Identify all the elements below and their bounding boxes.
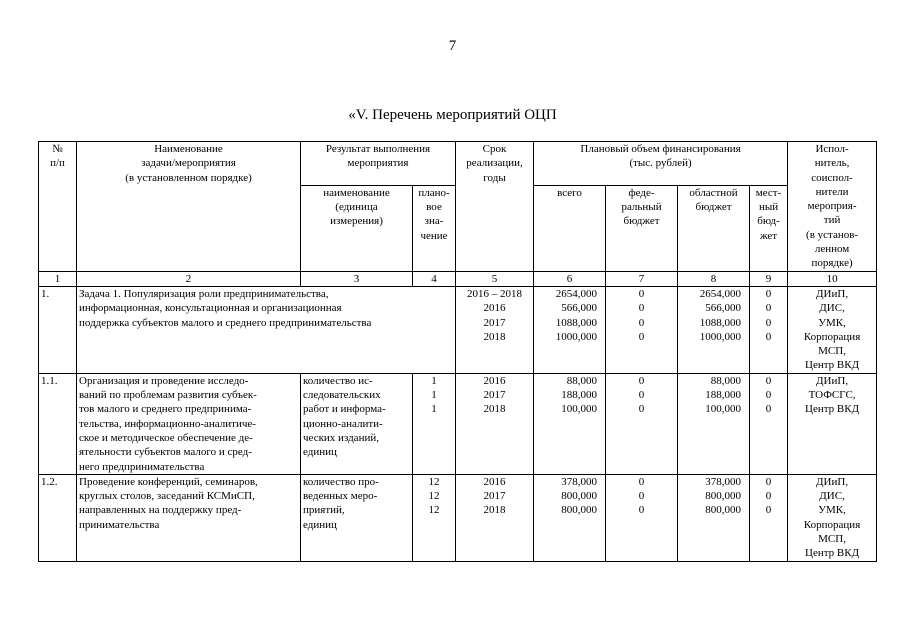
text-line: 2016 – 2018 [467,287,523,300]
text-line: 0 [765,504,772,517]
text-line: 0 [765,490,772,503]
text-line: Плановый объем финансирования [580,143,741,155]
text-line: вое [426,201,442,213]
text-line: ДИиП, [816,475,849,488]
column-number: 3 [301,271,413,286]
text-line: ДИС, [819,490,845,503]
table-body [39,286,877,561]
text-line: ДИС, [819,302,845,315]
text-line: 0 [638,330,645,343]
text-line: п/п [50,157,65,170]
header-name [77,142,301,272]
text-line: 0 [765,287,772,300]
text-line: зна- [424,215,444,228]
text-line: 2017 [483,389,506,402]
text-line: 188,000 [705,389,742,402]
text-line: единиц [303,518,337,531]
text-line: 12 [428,504,440,517]
table-row [39,286,877,373]
cell-result-name [301,474,413,561]
text-line: мест- [755,186,782,199]
column-number: 4 [413,271,456,286]
header-fin-local [750,185,788,271]
text-line: 0 [765,316,772,329]
text-line: (в установ- [806,228,859,241]
text-line: 1 [431,389,437,402]
text-line: ленном [814,243,850,256]
text-line: 1 [431,403,437,416]
cell-executors [788,286,877,373]
text-line: ционно-аналити- [303,417,383,430]
text-line: 800,000 [705,504,742,517]
text-line: всего [557,186,582,199]
text-line: 100,000 [561,403,598,416]
text-line: плано- [418,186,450,199]
cell-num: 1.2. [39,474,77,561]
text-line: 12 [428,490,440,503]
text-line: феде- [628,186,655,199]
header-finance-group [534,142,788,186]
text-line: наименование [323,186,390,199]
text-line: 566,000 [561,302,598,315]
cell-fin-regional [678,373,750,474]
column-number: 9 [750,271,788,286]
text-line: 800,000 [705,490,742,503]
header-num [39,142,77,272]
cell-name [77,286,456,373]
text-line: веденных меро- [303,490,378,503]
text-line: 1000,000 [699,330,742,343]
text-line: 0 [638,302,645,315]
table-row [39,373,877,474]
text-line: 0 [765,403,772,416]
text-line: 0 [765,330,772,343]
text-line: Корпорация [803,518,861,531]
text-line: ральный [621,201,662,213]
header-row-1 [39,142,877,186]
text-line: 2017 [483,490,506,503]
column-numbers-row [39,271,877,286]
cell-years [456,373,534,474]
text-line: Задача 1. Популяризация роли предпринимательства, [79,287,329,300]
text-line: областной [689,186,738,199]
page-number: 7 [448,38,457,54]
text-line: Срок [482,143,507,155]
text-line: принимательства [79,518,160,531]
cell-result-value [413,474,456,561]
text-line: 188,000 [561,389,598,402]
cell-fin-total [534,474,606,561]
text-line: задачи/мероприятия [141,157,236,170]
text-line: приятий, [303,504,345,517]
text-line: работ и информа- [303,403,386,416]
text-line: 88,000 [710,374,742,387]
cell-name [77,373,301,474]
column-number: 1 [39,271,77,286]
text-line: № [52,143,63,155]
text-line: него предпринимательства [79,460,205,473]
text-line: 0 [638,403,645,416]
header-executors [788,142,877,272]
cell-fin-local [750,373,788,474]
text-line: чение [420,229,448,242]
cell-result-name [301,373,413,474]
text-line: Корпорация [803,330,861,343]
text-line: 378,000 [705,475,742,488]
cell-executors [788,373,877,474]
cell-fin-total [534,373,606,474]
text-line: информационная, консультационная и организационная [79,302,342,315]
text-line: ческих изданий, [303,431,379,444]
text-line: Проведение конференций, семинаров, [79,475,258,488]
cell-fin-regional [678,286,750,373]
text-line: 0 [638,389,645,402]
text-line: тов малого и среднего предпринима- [79,403,252,416]
column-number: 2 [77,271,301,286]
column-number: 5 [456,271,534,286]
text-line: мероприя- [807,200,857,213]
text-line: 0 [638,490,645,503]
cell-executors [788,474,877,561]
column-number: 7 [606,271,678,286]
text-line: 0 [638,287,645,300]
text-line: 2654,000 [699,287,742,300]
table-row [39,474,877,561]
text-line: 1088,000 [699,316,742,329]
text-line: нители [815,185,849,198]
text-line: (тыс. рублей) [629,157,692,170]
text-line: следовательских [303,389,381,402]
cell-years [456,474,534,561]
text-line: количество ис- [303,374,373,387]
text-line: 2017 [483,316,506,329]
cell-fin-local [750,474,788,561]
text-line: 0 [765,389,772,402]
text-line: Центр ВКД [805,403,860,416]
cell-name [77,474,301,561]
text-line: (в установленном порядке) [125,171,252,184]
cell-fin-regional [678,474,750,561]
text-line: нитель, [814,157,850,170]
text-line: 2016 [483,475,506,488]
cell-fin-federal [606,286,678,373]
text-line: ДИиП, [816,287,849,300]
text-line: 1088,000 [555,316,598,329]
text-line: 2016 [483,302,506,315]
text-line: реализации, [466,157,523,170]
text-line: ТОФСГС, [808,389,856,402]
text-line: поддержка субъектов малого и среднего предпринимательства [79,316,372,329]
header-result-value [413,185,456,271]
text-line: 100,000 [705,403,742,416]
text-line: 566,000 [705,302,742,315]
text-line: количество про- [303,475,379,488]
text-line: мероприятия [347,157,409,170]
cell-years [456,286,534,373]
text-line: тий [823,214,841,227]
text-line: 1000,000 [555,330,598,343]
text-line: тельства, информационно-аналитиче- [79,417,256,430]
text-line: Наименование [154,143,223,155]
text-line: 2654,000 [555,287,598,300]
cell-result-value [413,373,456,474]
text-line: Центр ВКД [805,547,860,560]
column-number: 6 [534,271,606,286]
header-result-group [301,142,456,186]
text-line: 0 [638,374,645,387]
text-line: (единица [335,201,378,213]
text-line: Организация и проведение исследо- [79,374,249,387]
cell-fin-total [534,286,606,373]
text-line: годы [483,171,506,184]
cell-num: 1. [39,286,77,373]
column-number: 10 [788,271,877,286]
text-line: 378,000 [561,475,598,488]
text-line: 0 [638,475,645,488]
text-line: Результат выполнения [325,143,431,155]
text-line: 88,000 [566,374,598,387]
text-line: жет [759,229,778,242]
text-line: 2018 [483,330,506,343]
text-line: МСП, [818,345,846,358]
text-line: 0 [638,504,645,517]
activities-table [38,141,877,562]
header-term [456,142,534,272]
text-line: единиц [303,446,337,459]
text-line: 12 [428,475,440,488]
text-line: направленных на поддержку пред- [79,504,242,517]
text-line: бюджет [623,215,660,228]
cell-num: 1.1. [39,373,77,474]
text-line: МСП, [818,533,846,546]
text-line: 2018 [483,504,506,517]
text-line: бюд- [757,215,780,228]
text-line: ское и методическое обеспечение де- [79,431,253,444]
cell-fin-federal [606,373,678,474]
header-fin-total [534,185,606,271]
text-line: ДИиП, [816,374,849,387]
text-line: 0 [765,302,772,315]
text-line: ятельности субъектов малого и сред- [79,446,252,459]
text-line: Испол- [815,143,849,155]
text-line: ный [758,201,779,213]
cell-fin-federal [606,474,678,561]
text-line: измерения) [330,215,383,228]
text-line: УМК, [818,316,846,329]
header-result-name [301,185,413,271]
header-fin-regional [678,185,750,271]
text-line: 800,000 [561,490,598,503]
text-line: порядке) [811,257,853,270]
text-line: ваний по проблемам развития субъек- [79,389,257,402]
text-line: соиспол- [811,171,853,184]
column-number: 8 [678,271,750,286]
text-line: 1 [431,374,437,387]
text-line: бюджет [695,201,732,213]
text-line: 800,000 [561,504,598,517]
section-title: «V. Перечень мероприятий ОЦП [348,107,557,123]
text-line: УМК, [818,504,846,517]
text-line: 0 [765,374,772,387]
text-line: 2016 [483,374,506,387]
text-line: Центр ВКД [805,359,860,372]
header-fin-federal [606,185,678,271]
text-line: круглых столов, заседаний КСМиСП, [79,490,255,503]
text-line: 2018 [483,403,506,416]
cell-fin-local [750,286,788,373]
text-line: 0 [638,316,645,329]
text-line: 0 [765,475,772,488]
